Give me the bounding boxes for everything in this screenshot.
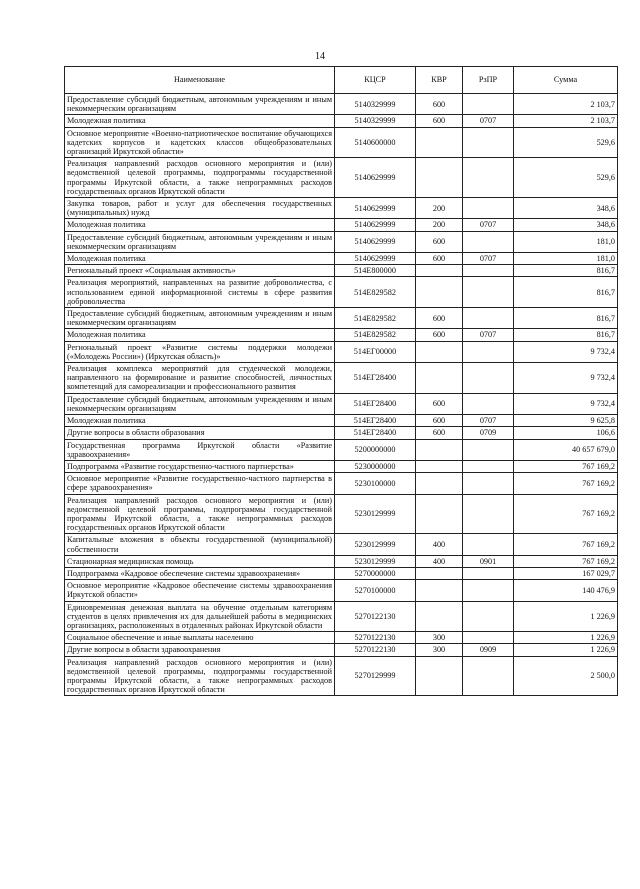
cell-rzpr: 0709 (463, 427, 514, 439)
cell-sum: 9 732,4 (514, 393, 618, 414)
cell-rzpr (463, 580, 514, 601)
cell-kvr: 600 (416, 231, 463, 252)
table-row (65, 567, 618, 579)
cell-kvr (416, 494, 463, 534)
cell-kcsr: 5270000000 (335, 567, 416, 579)
cell-rzpr (463, 198, 514, 219)
cell-kvr (416, 277, 463, 308)
cell-name: Предоставление субсидий бюджетным, автономным учреждениям и иным некоммерческим организациям (65, 308, 335, 329)
cell-rzpr (463, 393, 514, 414)
cell-kcsr: 5230129999 (335, 534, 416, 555)
cell-rzpr (463, 632, 514, 644)
cell-sum: 106,6 (514, 427, 618, 439)
cell-name: Государственная программа Иркутской области «Развитие здравоохранения» (65, 439, 335, 460)
cell-rzpr (463, 94, 514, 115)
cell-sum: 767 169,2 (514, 555, 618, 567)
budget-table (64, 66, 618, 696)
cell-name: Другие вопросы в области образования (65, 427, 335, 439)
table-row (65, 308, 618, 329)
cell-kvr (416, 363, 463, 394)
cell-sum: 348,6 (514, 198, 618, 219)
cell-name: Реализация комплекса мероприятий для студенческой молодежи, направленного на формирование и развитие способностей, личностных компетенций для самореализации и профессионального развития (65, 363, 335, 394)
cell-name: Основное мероприятие «Развитие государственно-частного партнерства в сфере здравоохранения» (65, 473, 335, 494)
table-row (65, 534, 618, 555)
table-row (65, 644, 618, 656)
cell-kcsr: 5140629999 (335, 231, 416, 252)
cell-name: Подпрограмма «Развитие государственно-частного партнерства» (65, 460, 335, 472)
cell-sum: 2 500,0 (514, 656, 618, 696)
table-row (65, 265, 618, 277)
cell-kcsr: 514E800000 (335, 265, 416, 277)
cell-rzpr: 0909 (463, 644, 514, 656)
cell-kcsr: 5230100000 (335, 473, 416, 494)
cell-sum: 2 103,7 (514, 94, 618, 115)
cell-name: Предоставление субсидий бюджетным, автономным учреждениям и иным некоммерческим организациям (65, 94, 335, 115)
cell-kcsr: 5270100000 (335, 580, 416, 601)
cell-name: Предоставление субсидий бюджетным, автономным учреждениям и иным некоммерческим организациям (65, 231, 335, 252)
cell-kvr (416, 127, 463, 158)
cell-kcsr: 514EГ00000 (335, 341, 416, 362)
cell-kvr: 600 (416, 415, 463, 427)
cell-sum: 816,7 (514, 308, 618, 329)
cell-rzpr (463, 460, 514, 472)
table-row (65, 341, 618, 362)
cell-sum: 1 226,9 (514, 644, 618, 656)
cell-sum: 767 169,2 (514, 494, 618, 534)
cell-kcsr: 514E829582 (335, 329, 416, 341)
cell-sum: 529,6 (514, 158, 618, 198)
cell-sum: 40 657 679,0 (514, 439, 618, 460)
cell-name: Региональный проект «Социальная активность» (65, 265, 335, 277)
cell-sum: 767 169,2 (514, 534, 618, 555)
cell-kcsr: 5230000000 (335, 460, 416, 472)
cell-sum: 529,6 (514, 127, 618, 158)
header-rzpr: РзПР (463, 67, 514, 94)
cell-name: Социальное обеспечение и иные выплаты населению (65, 632, 335, 644)
table-row (65, 219, 618, 231)
table-row (65, 363, 618, 394)
cell-sum: 1 226,9 (514, 632, 618, 644)
cell-rzpr (463, 601, 514, 632)
cell-kcsr: 5200000000 (335, 439, 416, 460)
cell-kvr (416, 473, 463, 494)
cell-name: Другие вопросы в области здравоохранения (65, 644, 335, 656)
cell-name: Региональный проект «Развитие системы поддержки молодежи («Молодежь России») (Иркутская область)» (65, 341, 335, 362)
table-row (65, 127, 618, 158)
cell-sum: 9 732,4 (514, 363, 618, 394)
cell-name: Основное мероприятие «Военно-патриотическое воспитание обучающихся кадетских корпусов и кадетских классов общеобразовательных организаций Иркутской области» (65, 127, 335, 158)
cell-kvr (416, 439, 463, 460)
cell-kvr: 200 (416, 219, 463, 231)
header-sum: Сумма (514, 67, 618, 94)
table-row (65, 393, 618, 414)
cell-kcsr: 514E829582 (335, 308, 416, 329)
cell-sum: 9 732,4 (514, 341, 618, 362)
cell-kcsr: 5140629999 (335, 158, 416, 198)
cell-kcsr: 5140629999 (335, 198, 416, 219)
cell-rzpr (463, 363, 514, 394)
cell-kvr (416, 656, 463, 696)
cell-sum: 767 169,2 (514, 473, 618, 494)
cell-kvr: 600 (416, 329, 463, 341)
cell-kvr: 600 (416, 115, 463, 127)
cell-rzpr: 0707 (463, 219, 514, 231)
cell-kcsr: 5270122130 (335, 601, 416, 632)
table-row (65, 198, 618, 219)
cell-kcsr: 514EГ28400 (335, 415, 416, 427)
cell-rzpr (463, 265, 514, 277)
cell-rzpr (463, 439, 514, 460)
cell-kcsr: 514EГ28400 (335, 363, 416, 394)
cell-rzpr (463, 473, 514, 494)
cell-kcsr: 5140329999 (335, 94, 416, 115)
table-row (65, 158, 618, 198)
cell-kvr (416, 265, 463, 277)
cell-rzpr (463, 277, 514, 308)
cell-kcsr: 5140600000 (335, 127, 416, 158)
cell-rzpr: 0707 (463, 115, 514, 127)
cell-sum: 140 476,9 (514, 580, 618, 601)
page-number: 14 (315, 51, 325, 62)
cell-kcsr: 5270122130 (335, 632, 416, 644)
cell-rzpr (463, 656, 514, 696)
cell-kcsr: 5270129999 (335, 656, 416, 696)
cell-name: Капитальные вложения в объекты государственной (муниципальной) собственности (65, 534, 335, 555)
cell-name: Реализация направлений расходов основного мероприятия и (или) ведомственной целевой программы, подпрограммы государственной программы Иркутской области, а также непрограммных расходов государственных органов Иркутской области (65, 656, 335, 696)
cell-sum: 181,0 (514, 253, 618, 265)
table-row (65, 415, 618, 427)
cell-rzpr (463, 127, 514, 158)
table-row (65, 439, 618, 460)
cell-name: Молодежная политика (65, 253, 335, 265)
cell-sum: 1 226,9 (514, 601, 618, 632)
cell-name: Предоставление субсидий бюджетным, автономным учреждениям и иным некоммерческим организациям (65, 393, 335, 414)
cell-kvr: 600 (416, 393, 463, 414)
header-kvr: КВР (416, 67, 463, 94)
cell-sum: 181,0 (514, 231, 618, 252)
cell-name: Молодежная политика (65, 415, 335, 427)
cell-kvr (416, 341, 463, 362)
cell-rzpr (463, 341, 514, 362)
cell-rzpr (463, 231, 514, 252)
cell-kcsr: 514EГ28400 (335, 393, 416, 414)
cell-kvr: 600 (416, 253, 463, 265)
cell-name: Реализация направлений расходов основного мероприятия и (или) ведомственной целевой программы, подпрограммы государственной программы Иркутской области, а также непрограммных расходов государственных органов Иркутской области (65, 494, 335, 534)
cell-name: Стационарная медицинская помощь (65, 555, 335, 567)
cell-kvr: 600 (416, 308, 463, 329)
cell-kvr: 300 (416, 644, 463, 656)
table-row (65, 329, 618, 341)
table-row (65, 580, 618, 601)
cell-sum: 816,7 (514, 265, 618, 277)
cell-kcsr: 5140329999 (335, 115, 416, 127)
cell-rzpr: 0707 (463, 253, 514, 265)
table-row (65, 601, 618, 632)
cell-rzpr: 0707 (463, 415, 514, 427)
cell-kvr (416, 460, 463, 472)
cell-name: Основное мероприятие «Кадровое обеспечение системы здравоохранения Иркутской области» (65, 580, 335, 601)
cell-kvr: 600 (416, 427, 463, 439)
cell-rzpr (463, 534, 514, 555)
cell-kvr: 400 (416, 555, 463, 567)
cell-name: Реализация направлений расходов основного мероприятия и (или) ведомственной целевой программы, подпрограммы государственной программы Иркутской области, а также непрограммных расходов государственных органов Иркутской области (65, 158, 335, 198)
table-row (65, 494, 618, 534)
cell-rzpr (463, 158, 514, 198)
table-row (65, 656, 618, 696)
table-row (65, 427, 618, 439)
cell-kvr (416, 580, 463, 601)
cell-sum: 816,7 (514, 329, 618, 341)
cell-kcsr: 5140629999 (335, 253, 416, 265)
table-row (65, 473, 618, 494)
cell-rzpr: 0707 (463, 329, 514, 341)
cell-sum: 816,7 (514, 277, 618, 308)
cell-sum: 167 029,7 (514, 567, 618, 579)
cell-name: Подпрограмма «Кадровое обеспечение системы здравоохранения» (65, 567, 335, 579)
cell-name: Молодежная политика (65, 329, 335, 341)
table-row (65, 460, 618, 472)
cell-kcsr: 5230129999 (335, 555, 416, 567)
cell-sum: 348,6 (514, 219, 618, 231)
cell-kvr: 600 (416, 94, 463, 115)
cell-kcsr: 514E829582 (335, 277, 416, 308)
cell-rzpr: 0901 (463, 555, 514, 567)
cell-sum: 9 625,8 (514, 415, 618, 427)
cell-sum: 767 169,2 (514, 460, 618, 472)
table-row (65, 231, 618, 252)
cell-kcsr: 5230129999 (335, 494, 416, 534)
table-row (65, 632, 618, 644)
cell-kvr: 200 (416, 198, 463, 219)
cell-kcsr: 514EГ28400 (335, 427, 416, 439)
cell-sum: 2 103,7 (514, 115, 618, 127)
cell-rzpr (463, 494, 514, 534)
cell-rzpr (463, 567, 514, 579)
cell-kvr (416, 567, 463, 579)
cell-kvr: 300 (416, 632, 463, 644)
table-row (65, 94, 618, 115)
header-name: Наименование (65, 67, 335, 94)
cell-name: Закупка товаров, работ и услуг для обеспечения государственных (муниципальных) нужд (65, 198, 335, 219)
cell-name: Молодежная политика (65, 115, 335, 127)
cell-name: Реализация мероприятий, направленных на развитие добровольчества, с использованием единой информационной системы в сфере развития добровольчества (65, 277, 335, 308)
cell-kvr (416, 158, 463, 198)
table-row (65, 253, 618, 265)
cell-rzpr (463, 308, 514, 329)
table-row (65, 115, 618, 127)
cell-kvr: 400 (416, 534, 463, 555)
cell-kcsr: 5140629999 (335, 219, 416, 231)
header-kcsr: КЦСР (335, 67, 416, 94)
cell-kcsr: 5270122130 (335, 644, 416, 656)
cell-name: Единовременная денежная выплата на обучение отдельным категориям студентов в целях привлечения их для дальнейшей работы в медицинских организациях, расположенных в отдаленных районах Иркутской области (65, 601, 335, 632)
table-row (65, 277, 618, 308)
cell-kvr (416, 601, 463, 632)
table-body (65, 94, 618, 696)
table-row (65, 555, 618, 567)
cell-name: Молодежная политика (65, 219, 335, 231)
table-header-row (65, 67, 618, 94)
